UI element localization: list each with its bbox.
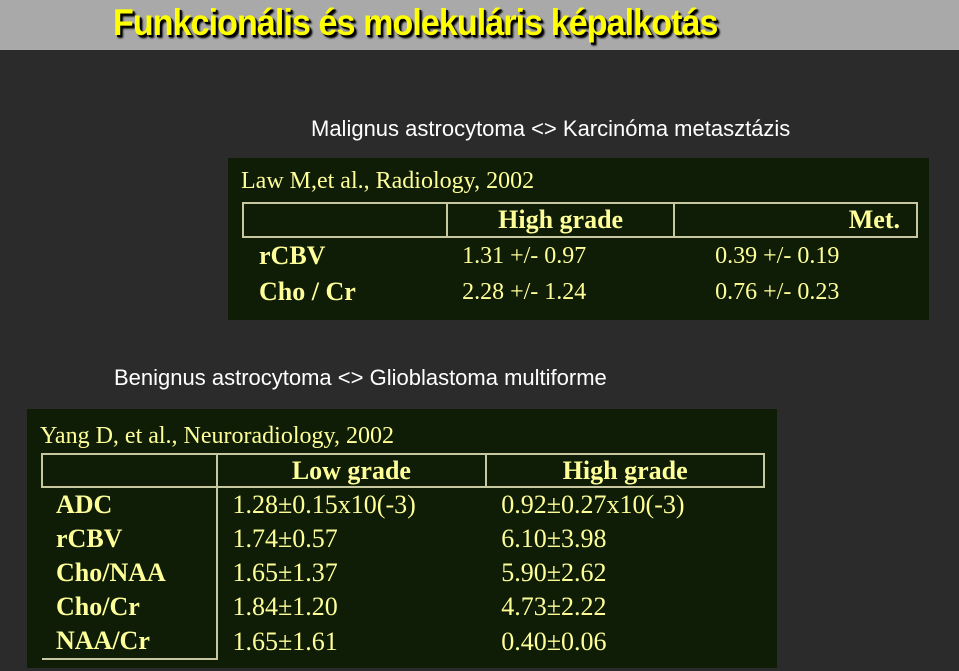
table-row [42, 556, 764, 590]
table-row [42, 522, 764, 556]
cell-value: 4.73±2.22 [501, 592, 607, 621]
cell-value: 1.65±1.37 [232, 558, 338, 587]
section2-heading: Benignus astrocytoma <> Glioblastoma multiforme [114, 365, 607, 390]
yang-study-panel [27, 409, 777, 668]
row-label-naa-cr: NAA/Cr [42, 624, 217, 659]
table-row [42, 624, 764, 659]
cell-value: 2.28 +/- 1.24 [462, 278, 587, 305]
row-label-cho-naa: Cho/NAA [42, 556, 217, 590]
column-header-empty [243, 203, 447, 237]
row-label-cho-cr: Cho / Cr [259, 277, 356, 306]
law-study-source: Law M,et al., Radiology, 2002 [241, 168, 535, 194]
section1-heading: Malignus astrocytoma <> Karcinóma metasztázis [311, 116, 791, 141]
yang-study-table [41, 453, 765, 660]
cell-value: 5.90±2.62 [501, 558, 607, 587]
table-row [243, 237, 917, 274]
cell-value: 1.74±0.57 [232, 524, 338, 553]
row-label-rcbv: rCBV [259, 241, 326, 270]
law-study-panel [228, 158, 929, 320]
column-header-met: Met. [674, 203, 917, 237]
row-label-cho-cr: Cho/Cr [42, 590, 217, 624]
cell-value: 6.10±3.98 [501, 524, 607, 553]
cell-value: 0.76 +/- 0.23 [715, 278, 840, 305]
row-label-rcbv: rCBV [42, 522, 217, 556]
cell-value: 1.31 +/- 0.97 [462, 242, 587, 269]
column-header-high-grade: High grade [486, 454, 764, 487]
table-header-row [42, 454, 764, 487]
column-header-low-grade: Low grade [217, 454, 487, 487]
table-row [42, 487, 764, 522]
law-study-table [242, 202, 918, 310]
table-row [42, 590, 764, 624]
slide-title: Funkcionális és molekuláris képalkotás [113, 2, 718, 43]
cell-value: 0.92±0.27x10(-3) [501, 490, 685, 519]
cell-value: 0.39 +/- 0.19 [715, 242, 840, 269]
cell-value: 1.28±0.15x10(-3) [232, 490, 416, 519]
cell-value: 1.84±1.20 [232, 592, 338, 621]
cell-value: 1.65±1.61 [232, 626, 338, 656]
table-header-row [243, 203, 917, 237]
table-row [243, 274, 917, 310]
column-header-high-grade: High grade [447, 203, 674, 237]
cell-value: 0.40±0.06 [501, 626, 607, 656]
yang-study-source: Yang D, et al., Neuroradiology, 2002 [40, 423, 394, 449]
column-header-empty [42, 454, 217, 487]
row-label-adc: ADC [42, 487, 217, 522]
